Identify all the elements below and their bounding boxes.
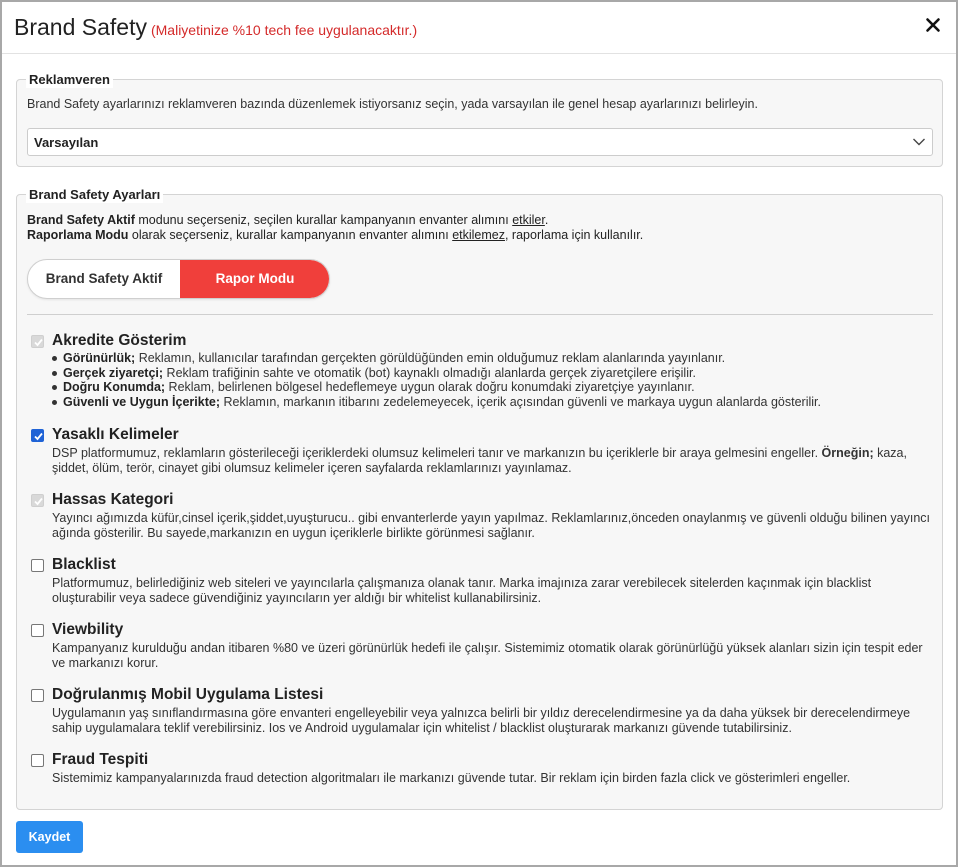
option-description — [52, 446, 932, 476]
settings-legend: Brand Safety Ayarları — [26, 186, 163, 203]
modal-header — [2, 2, 956, 54]
option-description: Yayıncı ağımızda küfür,cinsel içerik,şiddet,uyuşturucu.. gibi envanterlerde yayın yapılmaz. Reklamlarınız,önceden onaylanmış ve güvenli olduğu bilinen yayıncı ağında gösterilir. Bu sayede,markanızın en uygun içeriklerle birlikte görünmesi sağlanır. — [52, 511, 931, 540]
akredite-bullets — [52, 351, 821, 409]
save-button[interactable]: Kaydet — [16, 821, 83, 853]
bullet-bold: Gerçek ziyaretçi; — [63, 365, 164, 380]
checkmark-icon — [33, 337, 44, 348]
option-description: Platformumuz, belirlediğiniz web siteleri ve yayıncılarla çalışmanıza olanak tanır. Marka imajınıza zarar verebilecek sitelerden kaçınmak için blacklist oluşturabilir veya sadece güvendiğiniz yayıncıların yer aldığı bir whitelist kullanabilirsiniz. — [52, 576, 872, 605]
advertiser-select[interactable] — [27, 128, 933, 156]
brand-safety-settings-section — [16, 187, 943, 810]
viewbility-checkbox[interactable] — [31, 624, 44, 637]
bullet-text: Reklam trafiğinin sahte ve otomatik (bot) kaynaklı olmadığı alanlarda gerçek ziyaretçilere erişilir. — [163, 365, 696, 380]
title-text: Brand Safety — [14, 14, 147, 40]
verified-mobile-apps-checkbox[interactable] — [31, 689, 44, 702]
option-title: Viewbility — [52, 621, 124, 638]
option-description: Kampanyanız kurulduğu andan itibaren %80 ve üzeri görünürlük hedefi ile çalışır. Sistemimiz otomatik olarak görünürlüğü yüksek alanları sizin için tespit eder ve markanızı korur. — [52, 641, 923, 670]
tech-fee-note: (Maliyetinize %10 tech fee uygulanacaktır.) — [150, 22, 418, 38]
info-bold-active: Brand Safety Aktif — [27, 213, 135, 227]
desc-text: kaza, şiddet, ölüm, terör, cinayet gibi olumsuz kelimeler içeren sayfalarda reklamlarınızı yayınlamaz. — [52, 446, 907, 475]
list-item — [52, 366, 821, 381]
bullet-bold: Güvenli ve Uygun İçerikte; — [63, 394, 220, 409]
close-icon — [924, 16, 942, 34]
info-text-2: olarak seçerseniz, kurallar kampanyanın envanter alımını — [128, 228, 453, 242]
option-title: Akredite Gösterim — [52, 332, 187, 349]
brand-safety-active-option[interactable]: Brand Safety Aktif — [45, 271, 163, 286]
option-description: Sistemimiz kampanyalarınızda fraud detection algoritmaları ile markanızı güvende tutar. Bir reklam için birden fazla click ve gösterimleri engeller. — [52, 771, 851, 785]
bullet-bold: Doğru Konumda; — [63, 380, 166, 394]
checkmark-icon — [33, 431, 44, 442]
chevron-down-icon — [912, 135, 926, 152]
info-text-1: modunu seçerseniz, seçilen kurallar kampanyanın envanter alımını — [134, 213, 513, 227]
info-bold-report: Raporlama Modu — [27, 228, 129, 242]
info-underline-etkiler: etkiler — [512, 213, 545, 227]
blacklist-checkbox[interactable] — [31, 559, 44, 572]
report-mode-option[interactable]: Rapor Modu — [180, 260, 330, 298]
list-item — [52, 380, 821, 395]
list-item — [52, 395, 821, 410]
mode-info-line-2 — [27, 228, 643, 243]
akredite-gosterim-checkbox[interactable] — [31, 335, 44, 348]
desc-bold: Örneğin; — [821, 446, 874, 460]
option-title: Blacklist — [52, 556, 116, 573]
close-button[interactable] — [924, 16, 942, 34]
section-divider — [27, 314, 933, 315]
list-item — [52, 351, 821, 366]
info-underline-etkilemez: etkilemez — [452, 228, 505, 242]
mode-info-line-1 — [27, 213, 643, 228]
bullet-bold: Görünürlük; — [63, 351, 136, 365]
advertiser-description: Brand Safety ayarlarınızı reklamveren bazında düzenlemek istiyorsanız seçin, yada varsayılan ile genel hesap ayarlarınızı belirleyin. — [27, 97, 758, 111]
option-title: Fraud Tespiti — [52, 751, 149, 768]
option-title: Yasaklı Kelimeler — [52, 426, 179, 443]
advertiser-select-value: Varsayılan — [34, 135, 99, 150]
bullet-text: Reklamın, kullanıcılar tarafından gerçekten görüldüğünden emin olduğumuz reklam alanlarında yayınlanır. — [135, 351, 726, 365]
option-title: Doğrulanmış Mobil Uygulama Listesi — [52, 686, 324, 703]
info-end-2: , raporlama için kullanılır. — [504, 228, 644, 242]
option-description: Uygulamanın yaş sınıflandırmasına göre envanteri engelleyebilir veya yalnızca belirli bir yıldız derecelendirmesine ya da daha yüksek bir derecelendirmeye sahip uygulamalara teklif verebilirsiniz. Ios ve Android uygulamalar için whitelist / blacklist oluşturarak markanızı güvende tutabilirsiniz. — [52, 706, 911, 735]
desc-text: DSP platformumuz, reklamların gösterileceği içeriklerdeki olumsuz kelimeleri tanır ve markanızın bu içeriklerle bir araya gelmesini engeller. — [52, 446, 822, 460]
bullet-text: Reklam, belirlenen bölgesel hedeflemeye uygun olarak doğru konumdaki ziyaretçiye yayınlanır. — [165, 380, 695, 394]
modal-title — [14, 14, 417, 41]
bullet-text: Reklamın, markanın itibarını zedelemeyecek, içerik açısından güvenli ve markaya uygun alanlarda gösterilir. — [220, 394, 821, 409]
hassas-kategori-checkbox[interactable] — [31, 494, 44, 507]
mode-info — [27, 213, 643, 243]
fraud-tespiti-checkbox[interactable] — [31, 754, 44, 767]
advertiser-legend: Reklamveren — [26, 71, 113, 88]
checkmark-icon — [33, 496, 44, 507]
mode-toggle — [27, 259, 330, 299]
advertiser-section — [16, 72, 943, 167]
option-title: Hassas Kategori — [52, 491, 174, 508]
info-end-1: . — [544, 213, 549, 227]
yasakli-kelimeler-checkbox[interactable] — [31, 429, 44, 442]
